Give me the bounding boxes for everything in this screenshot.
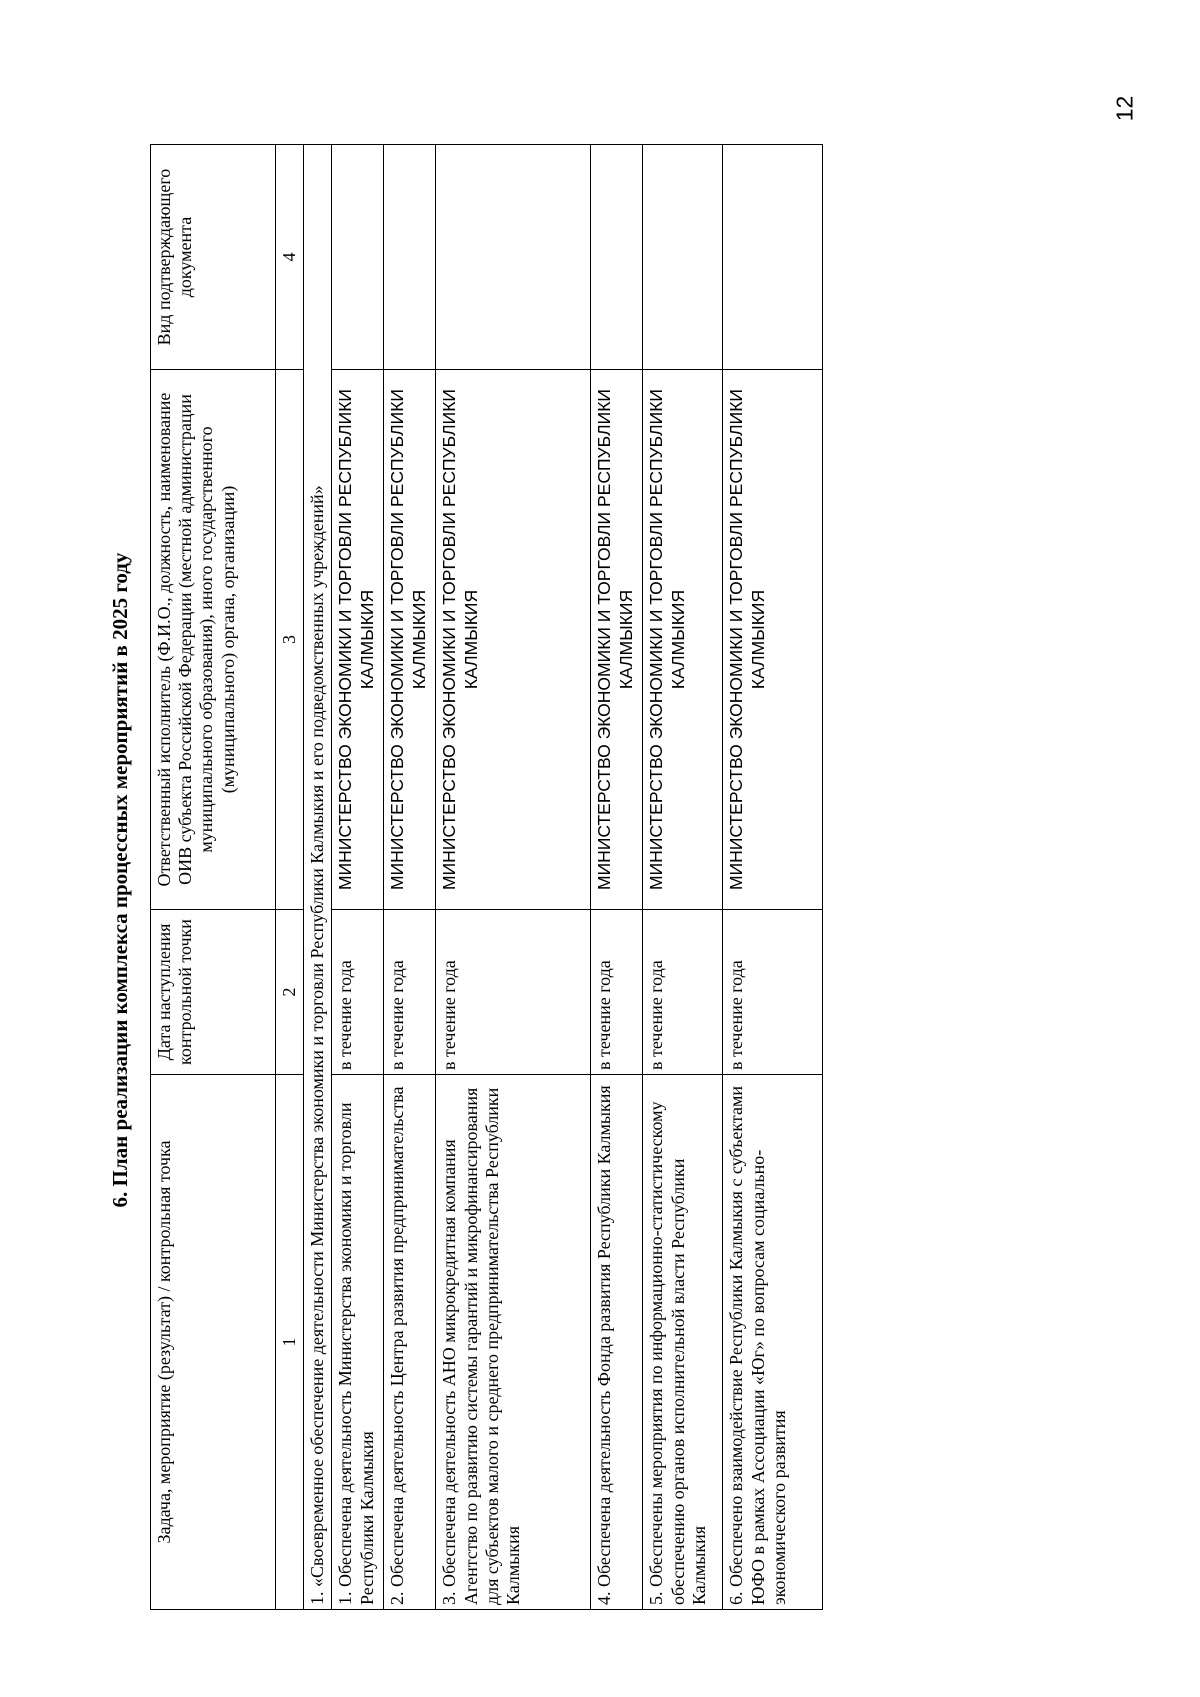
column-number: 2	[276, 910, 304, 1075]
document-cell	[723, 145, 823, 370]
table-row	[384, 145, 436, 1610]
document-cell	[384, 145, 436, 370]
date-cell: в течение года	[384, 910, 436, 1075]
date-cell: в течение года	[436, 910, 591, 1075]
document-cell	[643, 145, 723, 370]
document-cell	[436, 145, 591, 370]
page-title: 6. План реализации комплекса процессных мероприятий в 2025 году	[108, 552, 132, 1208]
date-cell: в течение года	[643, 910, 723, 1075]
header-task: Задача, мероприятие (результат) / контрольная точка	[151, 1075, 276, 1610]
table-header-row	[151, 145, 276, 1610]
task-cell: 2. Обеспечена деятельность Центра развития предпринимательства	[384, 1075, 436, 1610]
column-number: 3	[276, 370, 304, 910]
task-cell: 4. Обеспечена деятельность Фонда развития Республики Калмыкия	[591, 1075, 643, 1610]
column-number-row	[276, 145, 304, 1610]
section-title: 1. «Своевременное обеспечение деятельности Министерства экономики и торговли Республики Калмыкия и его подведомственных учреждений»	[304, 145, 332, 1610]
document-cell	[591, 145, 643, 370]
document-cell	[332, 145, 384, 370]
table-row	[332, 145, 384, 1610]
executor-cell: МИНИСТЕРСТВО ЭКОНОМИКИ И ТОРГОВЛИ РЕСПУБЛИКИ КАЛМЫКИЯ	[436, 370, 591, 910]
executor-cell: МИНИСТЕРСТВО ЭКОНОМИКИ И ТОРГОВЛИ РЕСПУБЛИКИ КАЛМЫКИЯ	[643, 370, 723, 910]
section-row	[304, 145, 332, 1610]
table-row	[591, 145, 643, 1610]
task-cell: 1. Обеспечена деятельность Министерства экономики и торговли Республики Калмыкия	[332, 1075, 384, 1610]
column-number: 4	[276, 145, 304, 370]
header-document: Вид подтверждающего документа	[151, 145, 276, 370]
date-cell: в течение года	[591, 910, 643, 1075]
executor-cell: МИНИСТЕРСТВО ЭКОНОМИКИ И ТОРГОВЛИ РЕСПУБЛИКИ КАЛМЫКИЯ	[332, 370, 384, 910]
task-cell: 3. Обеспечена деятельность АНО микрокредитная компания Агентство по развитию системы гарантий и микрофинансирования для субъектов малого и среднего предпринимательства Республики Калмыкия	[436, 1075, 591, 1610]
table-row	[723, 145, 823, 1610]
table-row	[643, 145, 723, 1610]
task-cell: 6. Обеспечено взаимодействие Республики Калмыкия с субъектами ЮФО в рамках Ассоциации «Юг» по вопросам социально-экономического развития	[723, 1075, 823, 1610]
executor-cell: МИНИСТЕРСТВО ЭКОНОМИКИ И ТОРГОВЛИ РЕСПУБЛИКИ КАЛМЫКИЯ	[384, 370, 436, 910]
date-cell: в течение года	[723, 910, 823, 1075]
header-executor: Ответственный исполнитель (Ф.И.О., должность, наименование ОИВ субъекта Российской Федерации (местной администрации муниципального образования), иного государственного (муниципального) органа, организации)	[151, 370, 276, 910]
header-date: Дата наступления контрольной точки	[151, 910, 276, 1075]
rotated-page-content	[100, 140, 820, 1660]
task-cell: 5. Обеспечены мероприятия по информационно-статистическому обеспечению органов исполнительной власти Республики Калмыкия	[643, 1075, 723, 1610]
executor-cell: МИНИСТЕРСТВО ЭКОНОМИКИ И ТОРГОВЛИ РЕСПУБЛИКИ КАЛМЫКИЯ	[591, 370, 643, 910]
table-row	[436, 145, 591, 1610]
plan-table	[150, 144, 823, 1610]
executor-cell: МИНИСТЕРСТВО ЭКОНОМИКИ И ТОРГОВЛИ РЕСПУБЛИКИ КАЛМЫКИЯ	[723, 370, 823, 910]
page-number: 12	[1111, 95, 1138, 122]
date-cell: в течение года	[332, 910, 384, 1075]
column-number: 1	[276, 1075, 304, 1610]
